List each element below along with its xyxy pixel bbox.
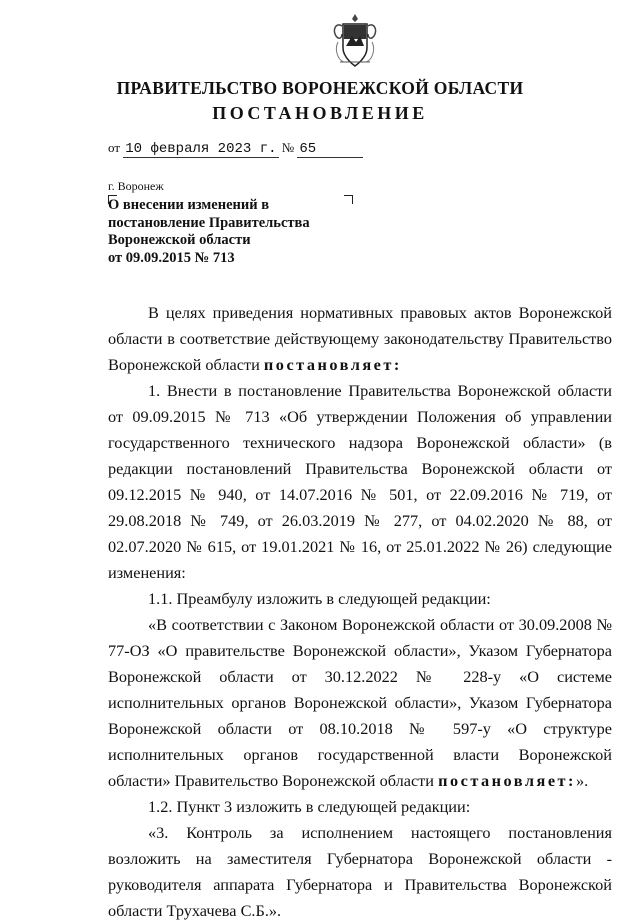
subject-line: Воронежской области	[108, 232, 251, 248]
document-subject	[108, 197, 348, 267]
subject-line: от 09.09.2015 № 713	[108, 249, 235, 266]
document-type-title: ПОСТАНОВЛЕНИЕ	[212, 103, 428, 123]
item-1-2-paragraph: 1.2. Пункт 3 изложить в следующей редакции:	[148, 797, 471, 816]
item-1-1-paragraph: 1.1. Преамбулу изложить в следующей редакции:	[148, 589, 491, 608]
subject-line: постановление Правительства	[108, 214, 310, 231]
city: г. Воронеж	[108, 179, 164, 193]
preamble-quote-paragraph	[108, 612, 612, 794]
item-1-paragraph: 1. Внести в постановление Правительства Воронежской области от 09.09.2015 № 713 «Об утверждении Положения об управлении государственного технического надзора Воронежской области» (в редакции постановлений Правительства Воронежской области от 09.12.2015 № 940, от 14.07.2016 № 501, от 22.09.2016 № 719, от 29.08.2018 № 749, от 26.03.2019 № 277, от 04.02.2020 № 88, от 02.07.2020 № 615, от 19.01.2021 № 16, от 25.01.2022 № 26) следующие изменения:	[108, 381, 612, 582]
intro-text: В целях приведения нормативных правовых актов Воронежской области в соответствие действующему законодательству Правительство Воронежской области	[108, 303, 612, 374]
resolution-word: постановляет:	[438, 771, 576, 790]
document-number: 65	[297, 141, 363, 158]
organization-title: ПРАВИТЕЛЬСТВО ВОРОНЕЖСКОЙ ОБЛАСТИ	[116, 78, 524, 98]
document-date: 10 февраля 2023 г.	[125, 141, 277, 157]
date-number-line	[108, 140, 363, 158]
subject-line: О внесении изменений в	[108, 197, 270, 213]
control-quote-paragraph: «3. Контроль за исполнением настоящего постановления возложить на заместителя Губернатора Воронежской области - руководителя аппарата Губернатора и Правительства Воронежской области Трухачева С.Б.».	[108, 823, 612, 920]
preamble-quote-text: «В соответствии с Законом Воронежской области от 30.09.2008 № 77-ОЗ «О правительстве Воронежской области», Указом Губернатора Воронежской области от 30.12.2022 № 228-у «О системе исполнительных органов Воронежской области», Указом Губернатора Воронежской области от 08.10.2018 № 597-у «О структуре исполнительных органов государственной власти Воронежской области» Правительство Воронежской области	[108, 615, 612, 790]
intro-paragraph	[108, 300, 612, 378]
document-body	[108, 300, 612, 924]
coat-of-arms-emblem	[330, 12, 380, 74]
preamble-quote-end: ».	[575, 771, 589, 790]
date-prefix: от	[108, 140, 121, 155]
resolution-word: постановляет:	[263, 355, 402, 374]
number-prefix: №	[281, 140, 295, 155]
